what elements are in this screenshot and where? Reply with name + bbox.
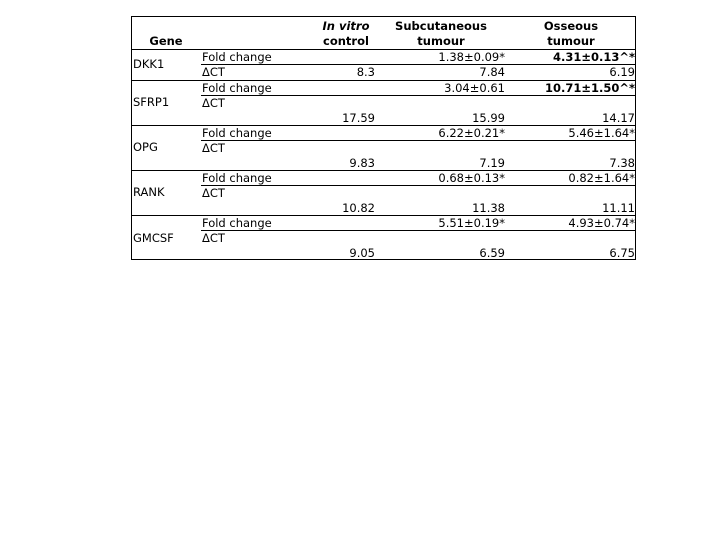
ct-osseous: 6.19: [609, 65, 635, 79]
fc-osseous: 4.31±0.13^*: [552, 50, 635, 64]
fc-osseous: 5.46±1.64*: [568, 126, 635, 140]
fold-change-label: Fold change: [202, 81, 272, 95]
fold-change-label: Fold change: [202, 216, 272, 230]
delta-ct-label: ΔCT: [202, 186, 225, 200]
ct-invitro: 8.3: [356, 65, 375, 79]
delta-ct-label: ΔCT: [202, 96, 225, 110]
ct-invitro: 9.05: [349, 246, 375, 260]
fc-subcutaneous: 1.38±0.09*: [438, 50, 505, 64]
gene-label: GMCSF: [133, 231, 174, 245]
fc-osseous: 10.71±1.50^*: [544, 81, 635, 95]
gene-label: SFRP1: [133, 95, 170, 109]
header-osseous-line2: tumour: [547, 34, 595, 48]
header-invitro-line2: control: [323, 34, 369, 48]
header-invitro-line1: In vitro: [322, 19, 370, 33]
fold-change-label: Fold change: [202, 171, 272, 185]
fc-subcutaneous: 0.68±0.13*: [438, 171, 505, 185]
fc-osseous: 4.93±0.74*: [568, 216, 635, 230]
fc-subcutaneous: 5.51±0.19*: [438, 216, 505, 230]
ct-invitro: 10.82: [342, 201, 375, 215]
header-gene: Gene: [149, 34, 183, 48]
fc-underline: [201, 95, 636, 96]
ct-invitro: 9.83: [349, 156, 375, 170]
header-osseous-line1: Osseous: [543, 19, 599, 33]
ct-osseous: 6.75: [609, 246, 635, 260]
fc-underline: [201, 140, 636, 141]
header-subcut-line2: tumour: [417, 34, 465, 48]
delta-ct-label: ΔCT: [202, 231, 225, 245]
fc-subcutaneous: 3.04±0.61: [444, 81, 505, 95]
gene-label: RANK: [133, 185, 165, 199]
ct-osseous: 14.17: [602, 111, 635, 125]
fc-osseous: 0.82±1.64*: [568, 171, 635, 185]
fold-change-label: Fold change: [202, 50, 272, 64]
ct-subcutaneous: 6.59: [479, 246, 505, 260]
ct-invitro: 17.59: [342, 111, 375, 125]
fc-subcutaneous: 6.22±0.21*: [438, 126, 505, 140]
ct-subcutaneous: 15.99: [472, 111, 505, 125]
ct-subcutaneous: 7.84: [479, 65, 505, 79]
gene-label: DKK1: [133, 57, 165, 71]
delta-ct-label: ΔCT: [202, 65, 225, 79]
header-subcut-line1: Subcutaneous: [395, 19, 487, 33]
ct-osseous: 11.11: [602, 201, 635, 215]
fold-change-label: Fold change: [202, 126, 272, 140]
fc-underline: [201, 185, 636, 186]
ct-osseous: 7.38: [609, 156, 635, 170]
gene-label: OPG: [133, 140, 158, 154]
ct-subcutaneous: 11.38: [472, 201, 505, 215]
delta-ct-label: ΔCT: [202, 141, 225, 155]
fc-underline: [201, 230, 636, 231]
ct-subcutaneous: 7.19: [479, 156, 505, 170]
